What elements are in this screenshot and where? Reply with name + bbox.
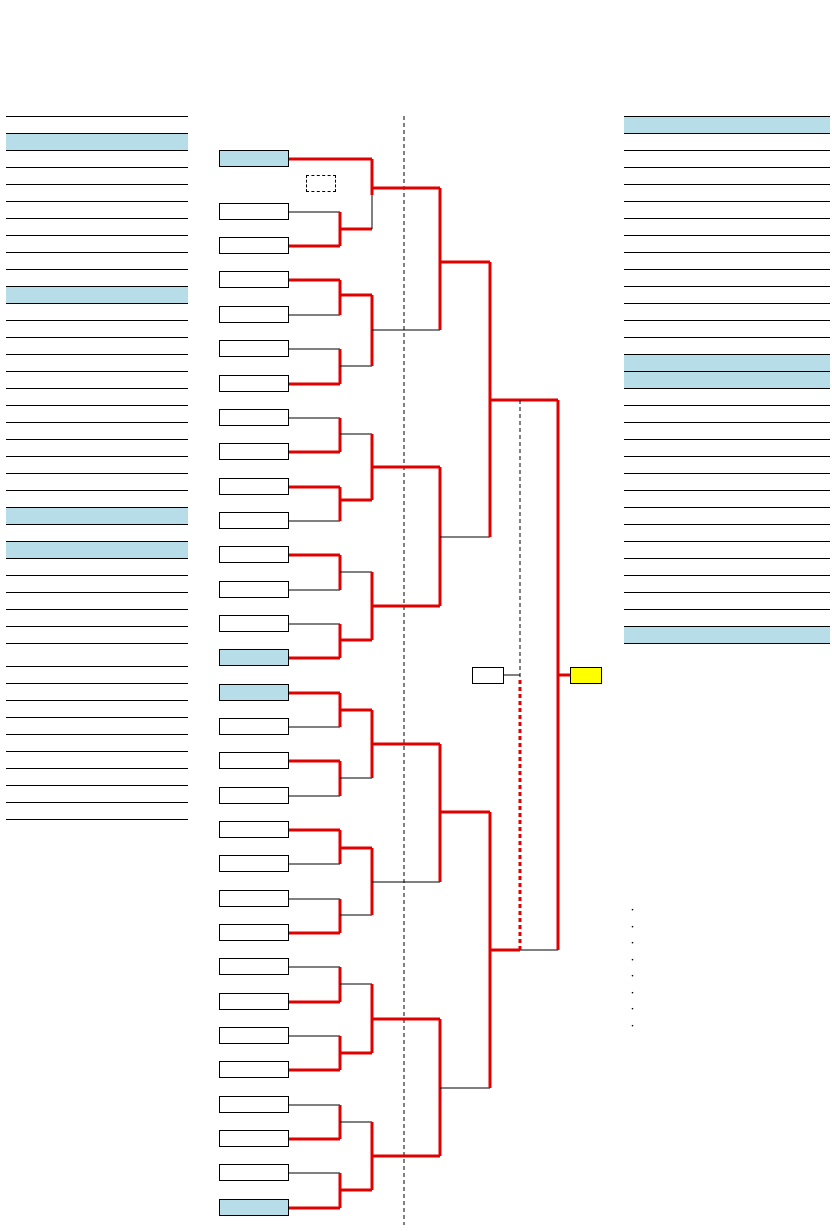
bracket-team [219, 752, 289, 769]
bracket-team [219, 615, 289, 632]
draw-row [624, 542, 830, 559]
bracket-team [219, 958, 289, 975]
slot-number [222, 168, 232, 177]
draw-row [624, 270, 830, 287]
draw-row [624, 168, 830, 185]
draw-row [624, 559, 830, 576]
bracket-team [219, 271, 289, 288]
bracket-team [219, 821, 289, 838]
draw-row [624, 321, 830, 338]
bracket-team [219, 890, 289, 907]
bracket-team [219, 1130, 289, 1147]
draw-row [624, 508, 830, 525]
player-bullet: ・ [628, 972, 638, 982]
draw-row [624, 440, 830, 457]
bracket-team [219, 581, 289, 598]
bracket-team [219, 855, 289, 872]
bracket-team [219, 718, 289, 735]
bracket-team [219, 203, 289, 220]
draw-row [624, 202, 830, 219]
draw-row [624, 423, 830, 440]
slot-number [222, 667, 232, 676]
draw-table [624, 116, 830, 644]
draw-row [624, 134, 830, 151]
draw-row [624, 627, 830, 644]
draw-row [624, 525, 830, 542]
draw-row [624, 304, 830, 321]
draw-row [624, 406, 830, 423]
slot-number [222, 702, 232, 711]
draw-row [624, 457, 830, 474]
bracket-team [219, 375, 289, 392]
bracket-team [219, 478, 289, 495]
bracket-team [219, 1096, 289, 1113]
bracket-team [219, 150, 289, 167]
bracket-team [219, 409, 289, 426]
draw-row [624, 576, 830, 593]
bracket-team [219, 924, 289, 941]
draw-row [624, 151, 830, 168]
draw-row [624, 185, 830, 202]
draw-row [624, 491, 830, 508]
slot-number [222, 1217, 232, 1226]
bracket-team [219, 684, 289, 701]
bracket-team [219, 993, 289, 1010]
player-bullet: ・ [628, 1021, 638, 1032]
draw-row [624, 389, 830, 406]
bracket-team [219, 1061, 289, 1078]
bracket-team [219, 787, 289, 804]
bracket-team [219, 1027, 289, 1044]
draw-row [624, 474, 830, 491]
draw-row [624, 253, 830, 270]
player-bullet: ・ [628, 906, 638, 916]
bracket-team [219, 512, 289, 529]
bracket-team [219, 443, 289, 460]
draw-row [624, 338, 830, 355]
player-bullet: ・ [628, 955, 638, 966]
draw-row [624, 593, 830, 610]
bye-box [306, 175, 336, 192]
bracket-team [219, 649, 289, 666]
player-bullet: ・ [628, 939, 638, 949]
draw-row [624, 610, 830, 627]
bracket-team [219, 1199, 289, 1216]
champion-box [570, 667, 602, 684]
bracket-team [219, 546, 289, 563]
draw-row [624, 219, 830, 236]
bracket-team [219, 237, 289, 254]
bracket-team [219, 340, 289, 357]
draw-row [624, 117, 830, 134]
player-bullet: ・ [628, 988, 638, 999]
bracket-team [219, 1164, 289, 1181]
player-bullet: ・ [628, 1005, 638, 1015]
draw-row [624, 287, 830, 304]
draw-row [624, 372, 830, 389]
third-place-box [472, 667, 504, 684]
bracket-team [219, 306, 289, 323]
player-bullet: ・ [628, 922, 638, 933]
draw-row [624, 355, 830, 372]
draw-row [624, 236, 830, 253]
